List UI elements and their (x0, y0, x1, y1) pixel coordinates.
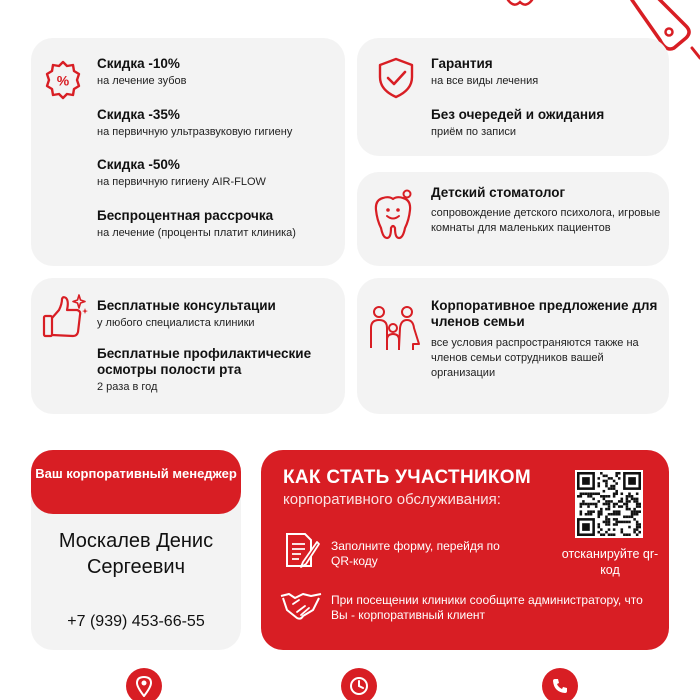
qr-caption: отсканируйте qr-код (561, 547, 659, 577)
discount-50-desc: на первичную гигиену AIR-FLOW (97, 176, 266, 188)
qr-code[interactable] (575, 470, 643, 538)
shield-check-icon (375, 56, 417, 100)
discount-10 (97, 56, 337, 89)
manager-label: Ваш корпоративный менеджер (31, 450, 241, 514)
location-button[interactable] (126, 668, 162, 700)
phone-icon (551, 677, 569, 695)
free-checkup-desc: 2 раза в год (97, 381, 158, 393)
join-title: КАК СТАТЬ УЧАСТНИКОМ (283, 467, 532, 488)
discount-50-title: Скидка -50% (97, 157, 180, 172)
step-fill-form: Заполните форму, перейдя по QR-коду (331, 539, 500, 568)
handshake-icon (279, 588, 323, 622)
family-offer-title: Корпоративное предложение для членов семьи (431, 298, 658, 329)
percent-badge-icon (43, 60, 83, 100)
location-pin-icon (135, 675, 153, 697)
hours-button[interactable] (341, 668, 377, 700)
guarantee-desc: на все виды лечения (431, 75, 539, 87)
family-icon (367, 304, 423, 354)
manager-phone[interactable]: +7 (939) 453-66-55 (67, 613, 205, 630)
free-consult (97, 298, 337, 331)
form-pen-icon (281, 530, 321, 570)
installment (97, 208, 337, 241)
guarantee-card (357, 38, 669, 156)
decoration-icon (506, 0, 536, 8)
smiling-tooth-icon (371, 188, 417, 242)
kids-dentist-title: Детский стоматолог (431, 185, 566, 200)
discount-50 (97, 157, 337, 190)
guarantee-title: Гарантия (431, 56, 493, 71)
no-queue (431, 107, 661, 140)
free-consult-title: Бесплатные консультации (97, 298, 276, 313)
kids-dentist-card (357, 172, 669, 266)
thumbs-up-sparkle-icon (41, 290, 91, 342)
no-queue-title: Без очередей и ожидания (431, 107, 605, 122)
discounts-card (31, 38, 345, 266)
join-subtitle: корпоративного обслуживания: (283, 491, 501, 508)
free-services-card (31, 278, 345, 414)
discount-10-title: Скидка -10% (97, 56, 180, 71)
svg-text:%: % (56, 72, 70, 89)
guarantee (431, 56, 661, 89)
qr-code-image (577, 472, 641, 536)
free-checkup (97, 346, 341, 395)
kids-dentist-desc: сопровождение детского психолога, игровые комнаты для маленьких пациентов (431, 207, 661, 234)
discount-10-desc: на лечение зубов (97, 75, 187, 87)
clock-icon (349, 676, 369, 696)
free-checkup-title: Бесплатные профилактические осмотры полости рта (97, 346, 312, 377)
installment-desc: на лечение (проценты платит клиника) (97, 227, 296, 239)
discount-35 (97, 107, 337, 140)
family-offer-desc: все условия распространяются также на членов семьи сотрудников вашей организации (431, 337, 639, 379)
installment-title: Беспроцентная рассрочка (97, 208, 274, 223)
no-queue-desc: приём по записи (431, 126, 516, 138)
free-consult-desc: у любого специалиста клиники (97, 317, 255, 329)
family-offer-card (357, 278, 669, 414)
step-tell-admin: При посещении клиники сообщите администратору, что Вы - корпоративный клиент (331, 593, 643, 622)
manager-name: Москалев Денис Сергеевич (58, 530, 214, 578)
phone-button[interactable] (542, 668, 578, 700)
how-to-join-card (261, 450, 669, 650)
discount-35-title: Скидка -35% (97, 107, 180, 122)
family-offer (431, 298, 663, 381)
kids-dentist (431, 185, 661, 236)
discount-35-desc: на первичную ультразвуковую гигиену (97, 126, 293, 138)
manager-card (31, 450, 241, 650)
